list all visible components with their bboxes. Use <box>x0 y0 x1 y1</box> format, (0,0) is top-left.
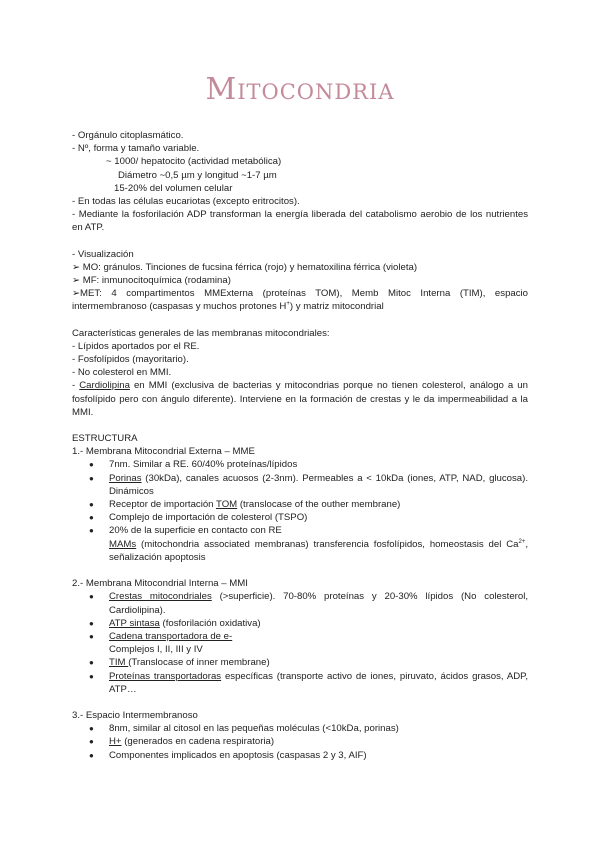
list-item <box>72 656 528 669</box>
text: (Translocase of inner membrane) <box>128 657 270 669</box>
list-item <box>72 590 528 616</box>
visualizacion-line <box>72 287 528 313</box>
intro-line: Diámetro ~0,5 µm y longitud ~1-7 µm <box>118 169 277 181</box>
text: (>superficie). 70-80% proteínas y 20-30% lípidos (No colesterol, Cardiolipina). <box>109 591 528 616</box>
text: ) y matriz mitocondrial <box>289 301 384 313</box>
superscript: 2+ <box>518 538 526 545</box>
list-item <box>72 472 528 498</box>
intro-line: - Orgánulo citoplasmático. <box>72 130 184 141</box>
underlined-term: Proteínas transportadoras <box>109 670 222 682</box>
underlined-term: TOM <box>216 499 238 511</box>
text: específicas (transporte activo de iones, piruvato, ácidos grasos, ADP, ATP… <box>109 670 528 695</box>
list-item <box>72 524 528 564</box>
subsection-heading: 1.- Membrana Mitocondrial Externa – MME <box>72 446 255 458</box>
underlined-term: TIM <box>109 657 129 669</box>
intro-line: 15-20% del volumen celular <box>114 182 233 194</box>
section-heading: - Visualización <box>72 248 134 260</box>
page-title: Mitocondria <box>205 72 395 107</box>
bullet-list <box>72 590 528 696</box>
list-item <box>72 617 528 630</box>
underlined-term: Crestas mitocondriales <box>109 591 212 603</box>
bullet-list <box>72 722 528 762</box>
bullet-list <box>72 458 528 564</box>
estructura-section <box>72 432 528 762</box>
document-body <box>72 129 528 762</box>
list-item: ● Componentes implicados en apoptosis (caspasas 2 y 3, AIF) <box>72 749 528 762</box>
membranas-line: - Fosfolípidos (mayoritario). <box>72 354 189 366</box>
text: (fosforilación oxidativa) <box>159 617 261 629</box>
text: Receptor de importación <box>109 499 217 511</box>
list-item <box>72 670 528 696</box>
section-heading: ESTRUCTURA <box>72 433 138 445</box>
underlined-term: Cadena transportadora de e- <box>109 630 233 642</box>
membranas-section <box>72 327 528 419</box>
list-item <box>72 630 528 656</box>
underlined-term: Porinas <box>109 472 142 484</box>
visualizacion-line: ➢ MO: gránulos. Tinciones de fucsina férrica (rojo) y hematoxilina férrica (violeta) <box>72 261 418 273</box>
subsection-heading: 2.- Membrana Mitocondrial Interna – MMI <box>72 578 248 590</box>
list-item: ● 8nm, similar al citosol en las pequeñas moléculas (<10kDa, porinas) <box>72 722 528 735</box>
underlined-term: MAMs <box>109 538 137 550</box>
text: (generados en cadena respiratoria) <box>121 736 275 748</box>
underlined-term: H+ <box>109 736 122 748</box>
underlined-term: Cardiolipina <box>79 380 130 392</box>
text: ➢MET: 4 compartimentos MMExterna (proteínas TOM), Memb Mitoc Interna (TIM), espacio intermembranoso (caspasas y muchos protones H <box>72 288 528 313</box>
list-item <box>72 735 528 748</box>
superscript: + <box>286 301 290 308</box>
text: (translocase of the outher membrane) <box>237 499 401 511</box>
list-item: ● 7nm. Similar a RE. 60/40% proteínas/lípidos <box>72 458 528 471</box>
text: , señalización apoptosis <box>109 538 528 563</box>
subsection-heading: 3.- Espacio Intermembranoso <box>72 709 198 721</box>
membranas-line <box>72 379 528 419</box>
text: (mitochondria associated membranas) transferencia fosfolípidos, homeostasis del Ca <box>136 538 519 550</box>
membranas-line: - No colesterol en MMI. <box>72 367 172 379</box>
text: en MMI (exclusiva de bacterias y mitocondrias porque no tienen colesterol, análogo a un fosfolípido pero con ángulo diferente). Interviene en la formación de crestas y le da impermeabilidad a la MMI. <box>72 380 528 418</box>
intro-line: - Nº, forma y tamaño variable. <box>72 143 200 155</box>
text: 20% de la superficie en contacto con RE <box>109 525 282 537</box>
underlined-term: ATP sintasa <box>109 617 160 629</box>
section-heading: Características generales de las membranas mitocondriales: <box>72 327 330 339</box>
visualizacion-line: ➢ MF: inmunocitoquímica (rodamina) <box>72 275 231 287</box>
intro-line: - Mediante la fosforilación ADP transforman la energía liberada del catabolismo aerobio de los nutrientes en ATP. <box>72 209 528 234</box>
membranas-line: - Lípidos aportados por el RE. <box>72 340 200 352</box>
intro-line: ~ 1000/ hepatocito (actividad metabólica) <box>106 156 282 168</box>
intro-section <box>72 129 528 235</box>
intro-line: - En todas las células eucariotas (excepto eritrocitos). <box>72 196 300 208</box>
visualizacion-section <box>72 248 528 314</box>
text: - <box>72 380 80 392</box>
text: Complejos I, II, III y IV <box>109 644 203 656</box>
list-item: ● Complejo de importación de colesterol (TSPO) <box>72 511 528 524</box>
list-item <box>72 498 528 511</box>
text: (30kDa), canales acuosos (2-3nm). Permeables a < 10kDa (iones, ATP, NAD, glucosa). Dinámicos <box>109 472 528 497</box>
